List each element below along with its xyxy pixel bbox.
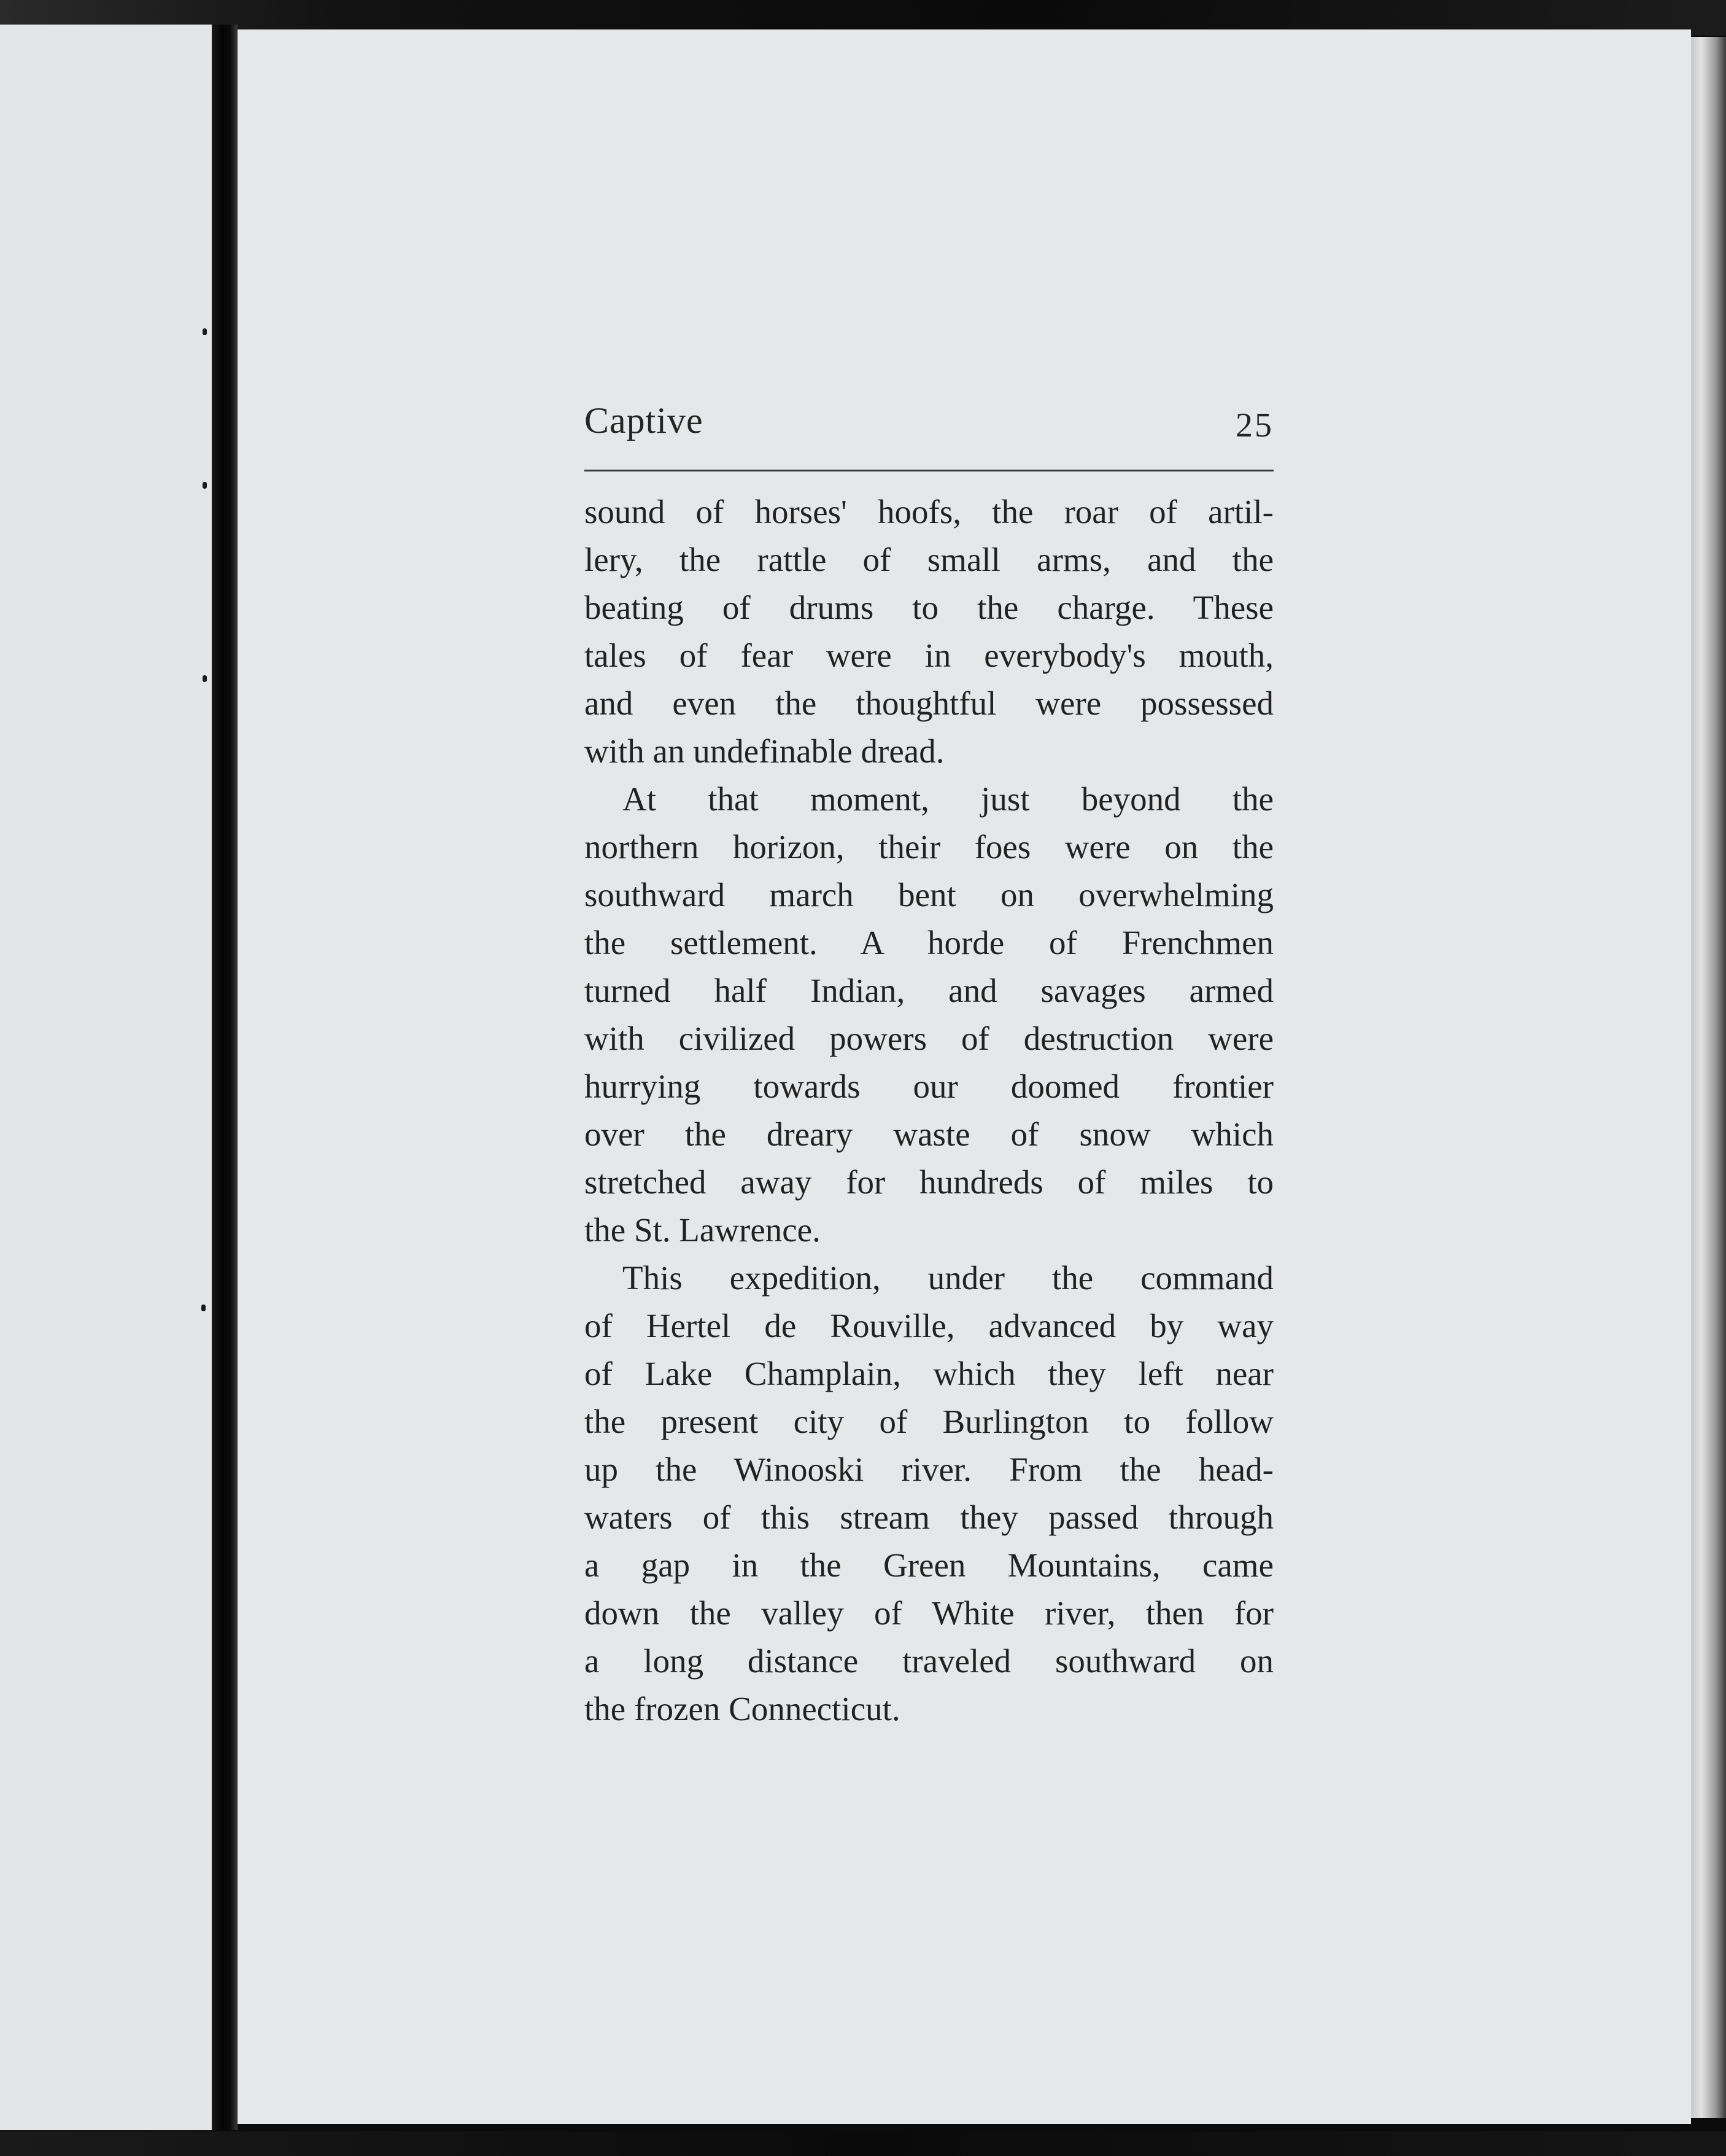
text-line: of Lake Champlain, which they left near [584,1355,1274,1392]
text-line: beating of drums to the charge. These [584,589,1274,626]
left-blank-page [0,25,212,2130]
running-title: Captive [584,400,703,441]
text-line: At that moment, just beyond the [622,780,1274,818]
text-line: a gap in the Green Mountains, came [584,1546,1274,1584]
page-number: 25 [1236,406,1274,444]
text-line: sound of horses' hoofs, the roar of artil- [584,493,1274,530]
text-line: the St. Lawrence. [584,1211,821,1249]
text-line: the settlement. A horde of Frenchmen [584,924,1274,961]
text-line: the present city of Burlington to follow [584,1403,1274,1440]
margin-speck [203,482,207,489]
margin-speck [203,328,207,335]
paragraph-3 [584,1254,1274,1733]
text-line: a long distance traveled southward on [584,1642,1274,1680]
text-line: tales of fear were in everybody's mouth, [584,637,1274,674]
body-text [584,488,1274,1733]
text-line: over the dreary waste of snow which [584,1115,1274,1153]
header-rule [584,470,1274,471]
page-edge [1691,37,1726,2118]
text-line: with civilized powers of destruction were [584,1020,1274,1057]
text-line: of Hertel de Rouville, advanced by way [584,1307,1274,1344]
paragraph-1 [584,488,1274,775]
text-line: This expedition, under the command [622,1259,1274,1297]
margin-speck [203,675,207,682]
scan-bottom-border [0,2131,1726,2156]
book-gutter [212,25,238,2130]
margin-speck [201,1305,206,1311]
text-line: waters of this stream they passed through [584,1499,1274,1536]
text-line: stretched away for hundreds of miles to [584,1163,1274,1201]
text-line: down the valley of White river, then for [584,1594,1274,1632]
text-line: the frozen Connecticut. [584,1690,900,1728]
paragraph-2 [584,775,1274,1254]
text-line: up the Winooski river. From the head- [584,1451,1274,1488]
running-head [584,393,1274,454]
text-line: lery, the rattle of small arms, and the [584,541,1274,578]
text-line: northern horizon, their foes were on the [584,828,1274,866]
text-line: southward march bent on overwhelming [584,876,1274,913]
text-line: and even the thoughtful were possessed [584,684,1274,722]
text-line: turned half Indian, and savages armed [584,972,1274,1009]
text-line: hurrying towards our doomed frontier [584,1068,1274,1105]
text-line: with an undefinable dread. [584,732,945,770]
